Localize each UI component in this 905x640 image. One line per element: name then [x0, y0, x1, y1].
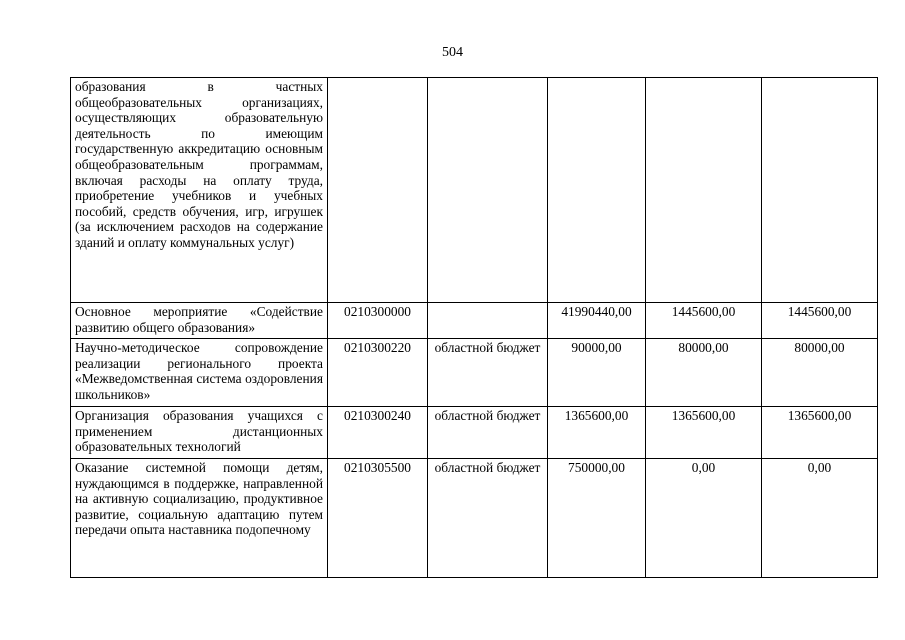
amount-cell-2: 1365600,00 [646, 407, 762, 459]
amount-cell-2 [646, 78, 762, 303]
amount-cell-1: 41990440,00 [548, 303, 646, 339]
amount-cell-3: 1365600,00 [762, 407, 878, 459]
budget-code-cell: 0210300000 [328, 303, 428, 339]
budget-code-cell: 0210300240 [328, 407, 428, 459]
amount-cell-3 [762, 78, 878, 303]
amount-cell-3: 80000,00 [762, 339, 878, 407]
funding-source-cell: областной бюджет [428, 459, 548, 578]
amount-cell-2: 0,00 [646, 459, 762, 578]
funding-source-cell: областной бюджет [428, 407, 548, 459]
budget-code-cell: 0210300220 [328, 339, 428, 407]
page-number: 504 [442, 45, 463, 60]
budget-code-cell: 0210305500 [328, 459, 428, 578]
funding-source-cell [428, 303, 548, 339]
table-row [71, 407, 878, 459]
amount-cell-3: 0,00 [762, 459, 878, 578]
amount-cell-1: 1365600,00 [548, 407, 646, 459]
budget-table [70, 77, 878, 578]
activity-name-cell: Научно-методическое сопровождение реализации регионального проекта «Межведомственная система оздоровления школьников» [71, 339, 328, 407]
activity-name-cell: Организация образования учащихся с применением дистанционных образовательных технологий [71, 407, 328, 459]
amount-cell-1 [548, 78, 646, 303]
activity-name-cell: Основное мероприятие «Содействие развитию общего образования» [71, 303, 328, 339]
table-row [71, 339, 878, 407]
funding-source-cell: областной бюджет [428, 339, 548, 407]
amount-cell-2: 80000,00 [646, 339, 762, 407]
amount-cell-1: 90000,00 [548, 339, 646, 407]
funding-source-cell [428, 78, 548, 303]
table-row [71, 459, 878, 578]
amount-cell-3: 1445600,00 [762, 303, 878, 339]
table-row [71, 78, 878, 303]
amount-cell-1: 750000,00 [548, 459, 646, 578]
activity-name-cell: Оказание системной помощи детям, нуждающимся в поддержке, направленной на активную социализацию, продуктивное развитие, социальную адаптацию путем передачи опыта наставника подопечному [71, 459, 328, 578]
amount-cell-2: 1445600,00 [646, 303, 762, 339]
budget-code-cell [328, 78, 428, 303]
table-row [71, 303, 878, 339]
activity-name-cell: образования в частных общеобразовательных организациях, осуществляющих образовательную деятельность по имеющим государственную аккредитацию основным общеобразовательным программам, включая расходы на оплату труда, приобретение учебников и учебных пособий, средств обучения, игр, игрушек (за исключением расходов на содержание зданий и оплату коммунальных услуг) [71, 78, 328, 303]
